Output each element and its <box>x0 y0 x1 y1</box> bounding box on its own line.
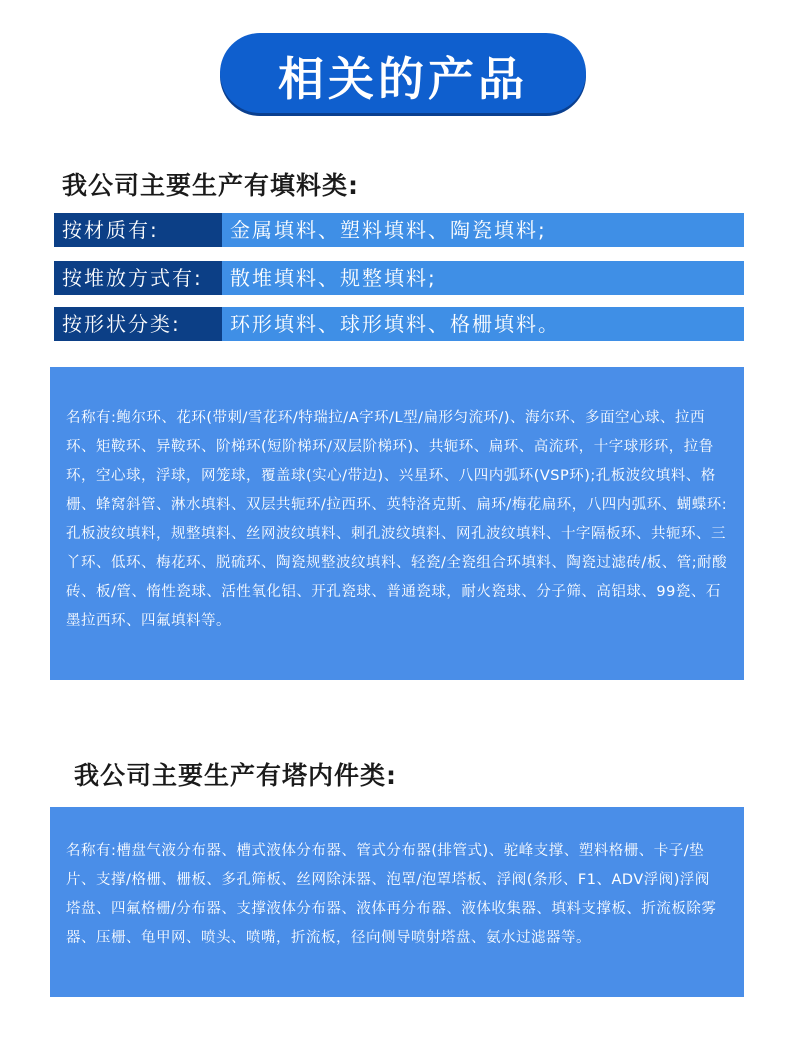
category-label: 按材质有: <box>54 213 222 247</box>
category-value: 环形填料、球形填料、格栅填料。 <box>230 312 560 336</box>
packing-names-text: 名称有:鲍尔环、花环(带刺/雪花环/特瑞拉/A字环/L型/扁形匀流环/)、海尔环、多面空心球、拉西环、矩鞍环、异鞍环、阶梯环(短阶梯环/双层阶梯环)、共轭环、扁环、高流环，十字球形环，拉鲁环，空心球，浮球，网笼球，覆盖球(实心/带边)、兴星环、八四内弧环(VSP环);孔板波纹填料、格栅、蜂窝斜管、淋水填料、双层共轭环/拉西环、英特洛克斯、扁环/梅花扁环，八四内弧环、蝴蝶环:孔板波纹填料，规整填料、丝网波纹填料、刺孔波纹填料、网孔波纹填料、十字隔板环、共轭环、三丫环、低环、梅花环、脱硫环、陶瓷规整波纹填料、轻瓷/全瓷组合环填料、陶瓷过滤砖/板、管;耐酸砖、板/管、惰性瓷球、活性氧化铝、开孔瓷球、普通瓷球，耐火瓷球、分子筛、高铝球、99瓷、石墨拉西环、四氟填料等。 <box>66 410 728 629</box>
category-label: 按形状分类: <box>54 307 222 341</box>
page-title: 相关的产品 <box>278 52 528 106</box>
category-value: 金属填料、塑料填料、陶瓷填料; <box>230 218 547 242</box>
packing-names-box <box>50 367 744 680</box>
category-value: 散堆填料、规整填料; <box>230 266 437 290</box>
packing-section-heading: 我公司主要生产有填料类: <box>62 171 359 200</box>
internals-names-box <box>50 807 744 997</box>
internals-section-heading: 我公司主要生产有塔内件类: <box>74 761 397 790</box>
category-row-material <box>54 213 744 247</box>
internals-names-text: 名称有:槽盘气液分布器、槽式液体分布器、管式分布器(排管式)、驼峰支撑、塑料格栅、卡子/垫片、支撑/格栅、栅板、多孔筛板、丝网除沫器、泡罩/泡罩塔板、浮阀(条形、F1、ADV浮阀)浮阀塔盘、四氟格栅/分布器、支撑液体分布器、液体再分布器、液体收集器、填料支撑板、折流板除雾器、压栅、龟甲网、喷头、喷嘴，折流板，径向侧导喷射塔盘、氨水过滤器等。 <box>66 843 717 946</box>
category-row-shape <box>54 307 744 341</box>
category-row-stacking <box>54 261 744 295</box>
page-title-banner <box>220 33 586 113</box>
category-label: 按堆放方式有: <box>54 261 222 295</box>
